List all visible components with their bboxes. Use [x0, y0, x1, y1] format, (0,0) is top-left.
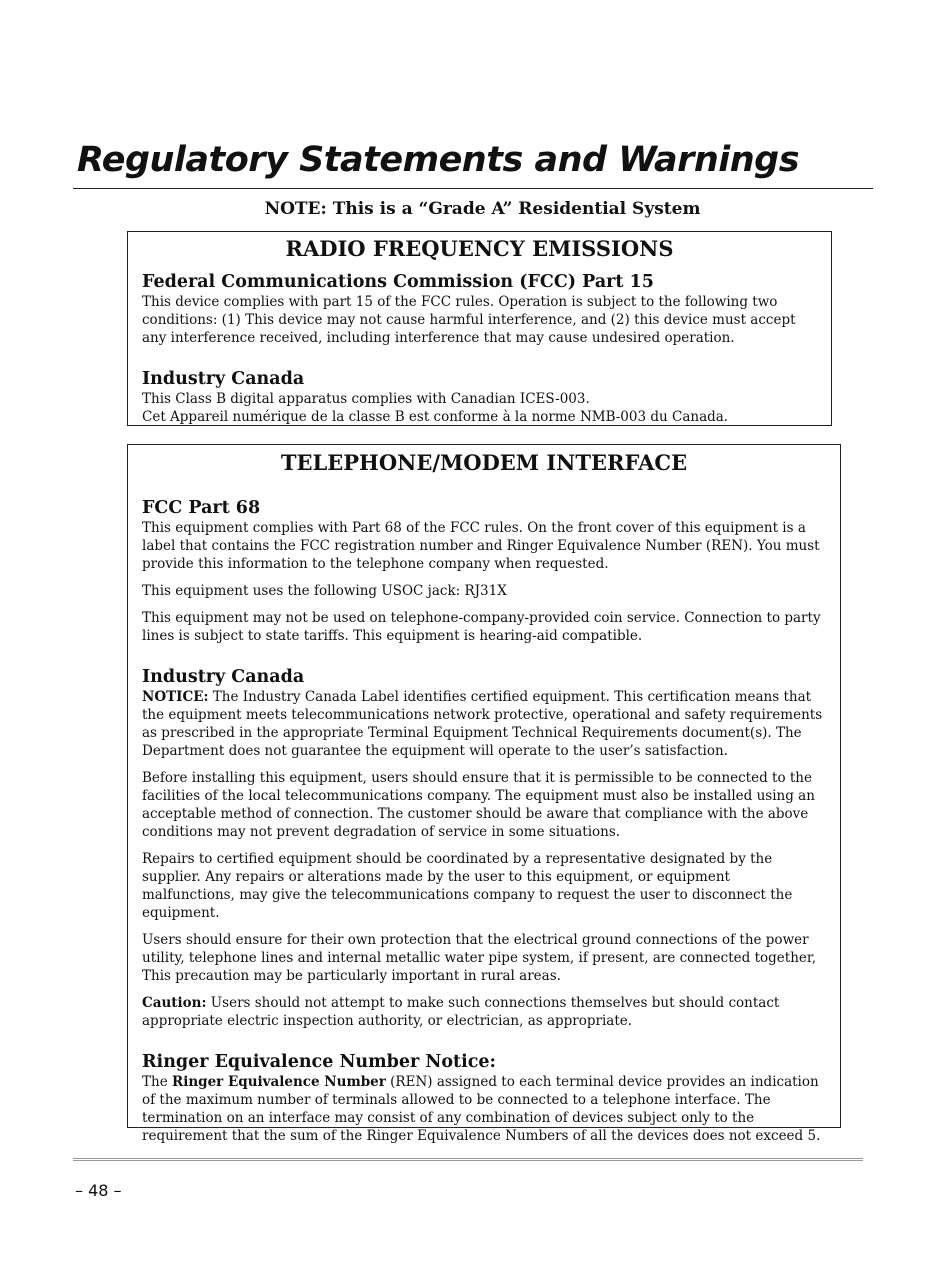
notice-text: The Industry Canada Label identifies certified equipment. This certification means that the equipment meets telecommunications network protective, operational and safety requirements as prescribed in the appropriate Terminal Equipment Technical Requirements document(s). The Department does not guarantee the equipment will operate to the user’s satisfaction.: [142, 689, 823, 759]
tel-industry-canada-heading: Industry Canada: [142, 667, 305, 687]
rf-ic-line-1: This Class B digital apparatus complies with Canadian ICES-003.: [142, 391, 590, 407]
footer-divider: [73, 1158, 863, 1161]
telephone-modem-interface-box: [127, 444, 841, 1144]
rf-section-title: RADIO FREQUENCY EMISSIONS: [285, 236, 674, 261]
caution-label: Caution:: [142, 995, 207, 1011]
ic-paragraph-4: Users should ensure for their own protection that the electrical ground connections of the power utility, telephone lines and internal metallic water pipe system, if present, are connected together, This precaution may be particularly important in rural areas.: [142, 932, 817, 984]
grade-note: NOTE: This is a “Grade A” Residential System: [264, 199, 701, 219]
fcc-part15-text: This device complies with part 15 of the FCC rules. Operation is subject to the following two conditions: (1) This device may not cause harmful interference, and (2) this device must accept any interference received, including interference that may cause undesired operation.: [142, 294, 796, 346]
fcc-part68-paragraph-3: This equipment may not be used on telephone-company-provided coin service. Connection to party lines is subject to state tariffs. This equipment is hearing-aid compatible.: [142, 610, 821, 644]
radio-frequency-emissions-box: [127, 231, 832, 426]
tel-section-title: TELEPHONE/MODEM INTERFACE: [280, 450, 688, 475]
page-title: Regulatory Statements and Warnings: [77, 140, 800, 180]
ren-paragraph: [142, 1073, 826, 1145]
page-number: – 48 –: [75, 1181, 122, 1200]
caution-text: Users should not attempt to make such connections themselves but should contact appropriate electric inspection authority, or electrician, as appropriate.: [142, 995, 780, 1029]
title-divider: [73, 188, 873, 189]
ic-notice-paragraph: [142, 688, 826, 760]
ic-caution-paragraph: [142, 994, 826, 1030]
fcc-part68-heading: FCC Part 68: [142, 498, 261, 518]
notice-label: NOTICE:: [142, 689, 209, 705]
fcc-part68-paragraph-2: This equipment uses the following USOC jack: RJ31X: [142, 583, 507, 599]
ren-text-start: The: [142, 1074, 172, 1090]
ic-paragraph-2: Before installing this equipment, users should ensure that it is permissible to be connected to the facilities of the local telecommunications company. The equipment must also be installed using an acceptable method of connection. The customer should be aware that compliance with the above conditions may not prevent degradation of service in some situations.: [142, 770, 815, 840]
ic-paragraph-3: Repairs to certified equipment should be coordinated by a representative designated by the supplier. Any repairs or alterations made by the user to this equipment, or equipment malfunctions, may give the telecommunications company to request the user to disconnect the equipment.: [142, 851, 793, 921]
ren-notice-heading: Ringer Equivalence Number Notice:: [142, 1052, 497, 1072]
rf-ic-line-2: Cet Appareil numérique de la classe B est conforme à la norme NMB-003 du Canada.: [142, 409, 729, 425]
ren-term: Ringer Equivalence Number: [171, 1074, 386, 1090]
ren-text-rest: (REN) assigned to each terminal device provides an indication of the maximum number of terminals allowed to be connected to a telephone interface. The termination on an interface may consist of any combination of devices subject only to the requirement that the sum of the Ringer Equivalence Numbers of all the devices does not exceed 5.: [142, 1074, 821, 1144]
fcc-part15-heading: Federal Communications Commission (FCC) Part 15: [142, 272, 654, 292]
rf-industry-canada-heading: Industry Canada: [142, 369, 305, 389]
fcc-part68-paragraph-1: This equipment complies with Part 68 of the FCC rules. On the front cover of this equipment is a label that contains the FCC registration number and Ringer Equivalence Number (REN). You must provide this information to the telephone company when requested.: [142, 520, 820, 572]
